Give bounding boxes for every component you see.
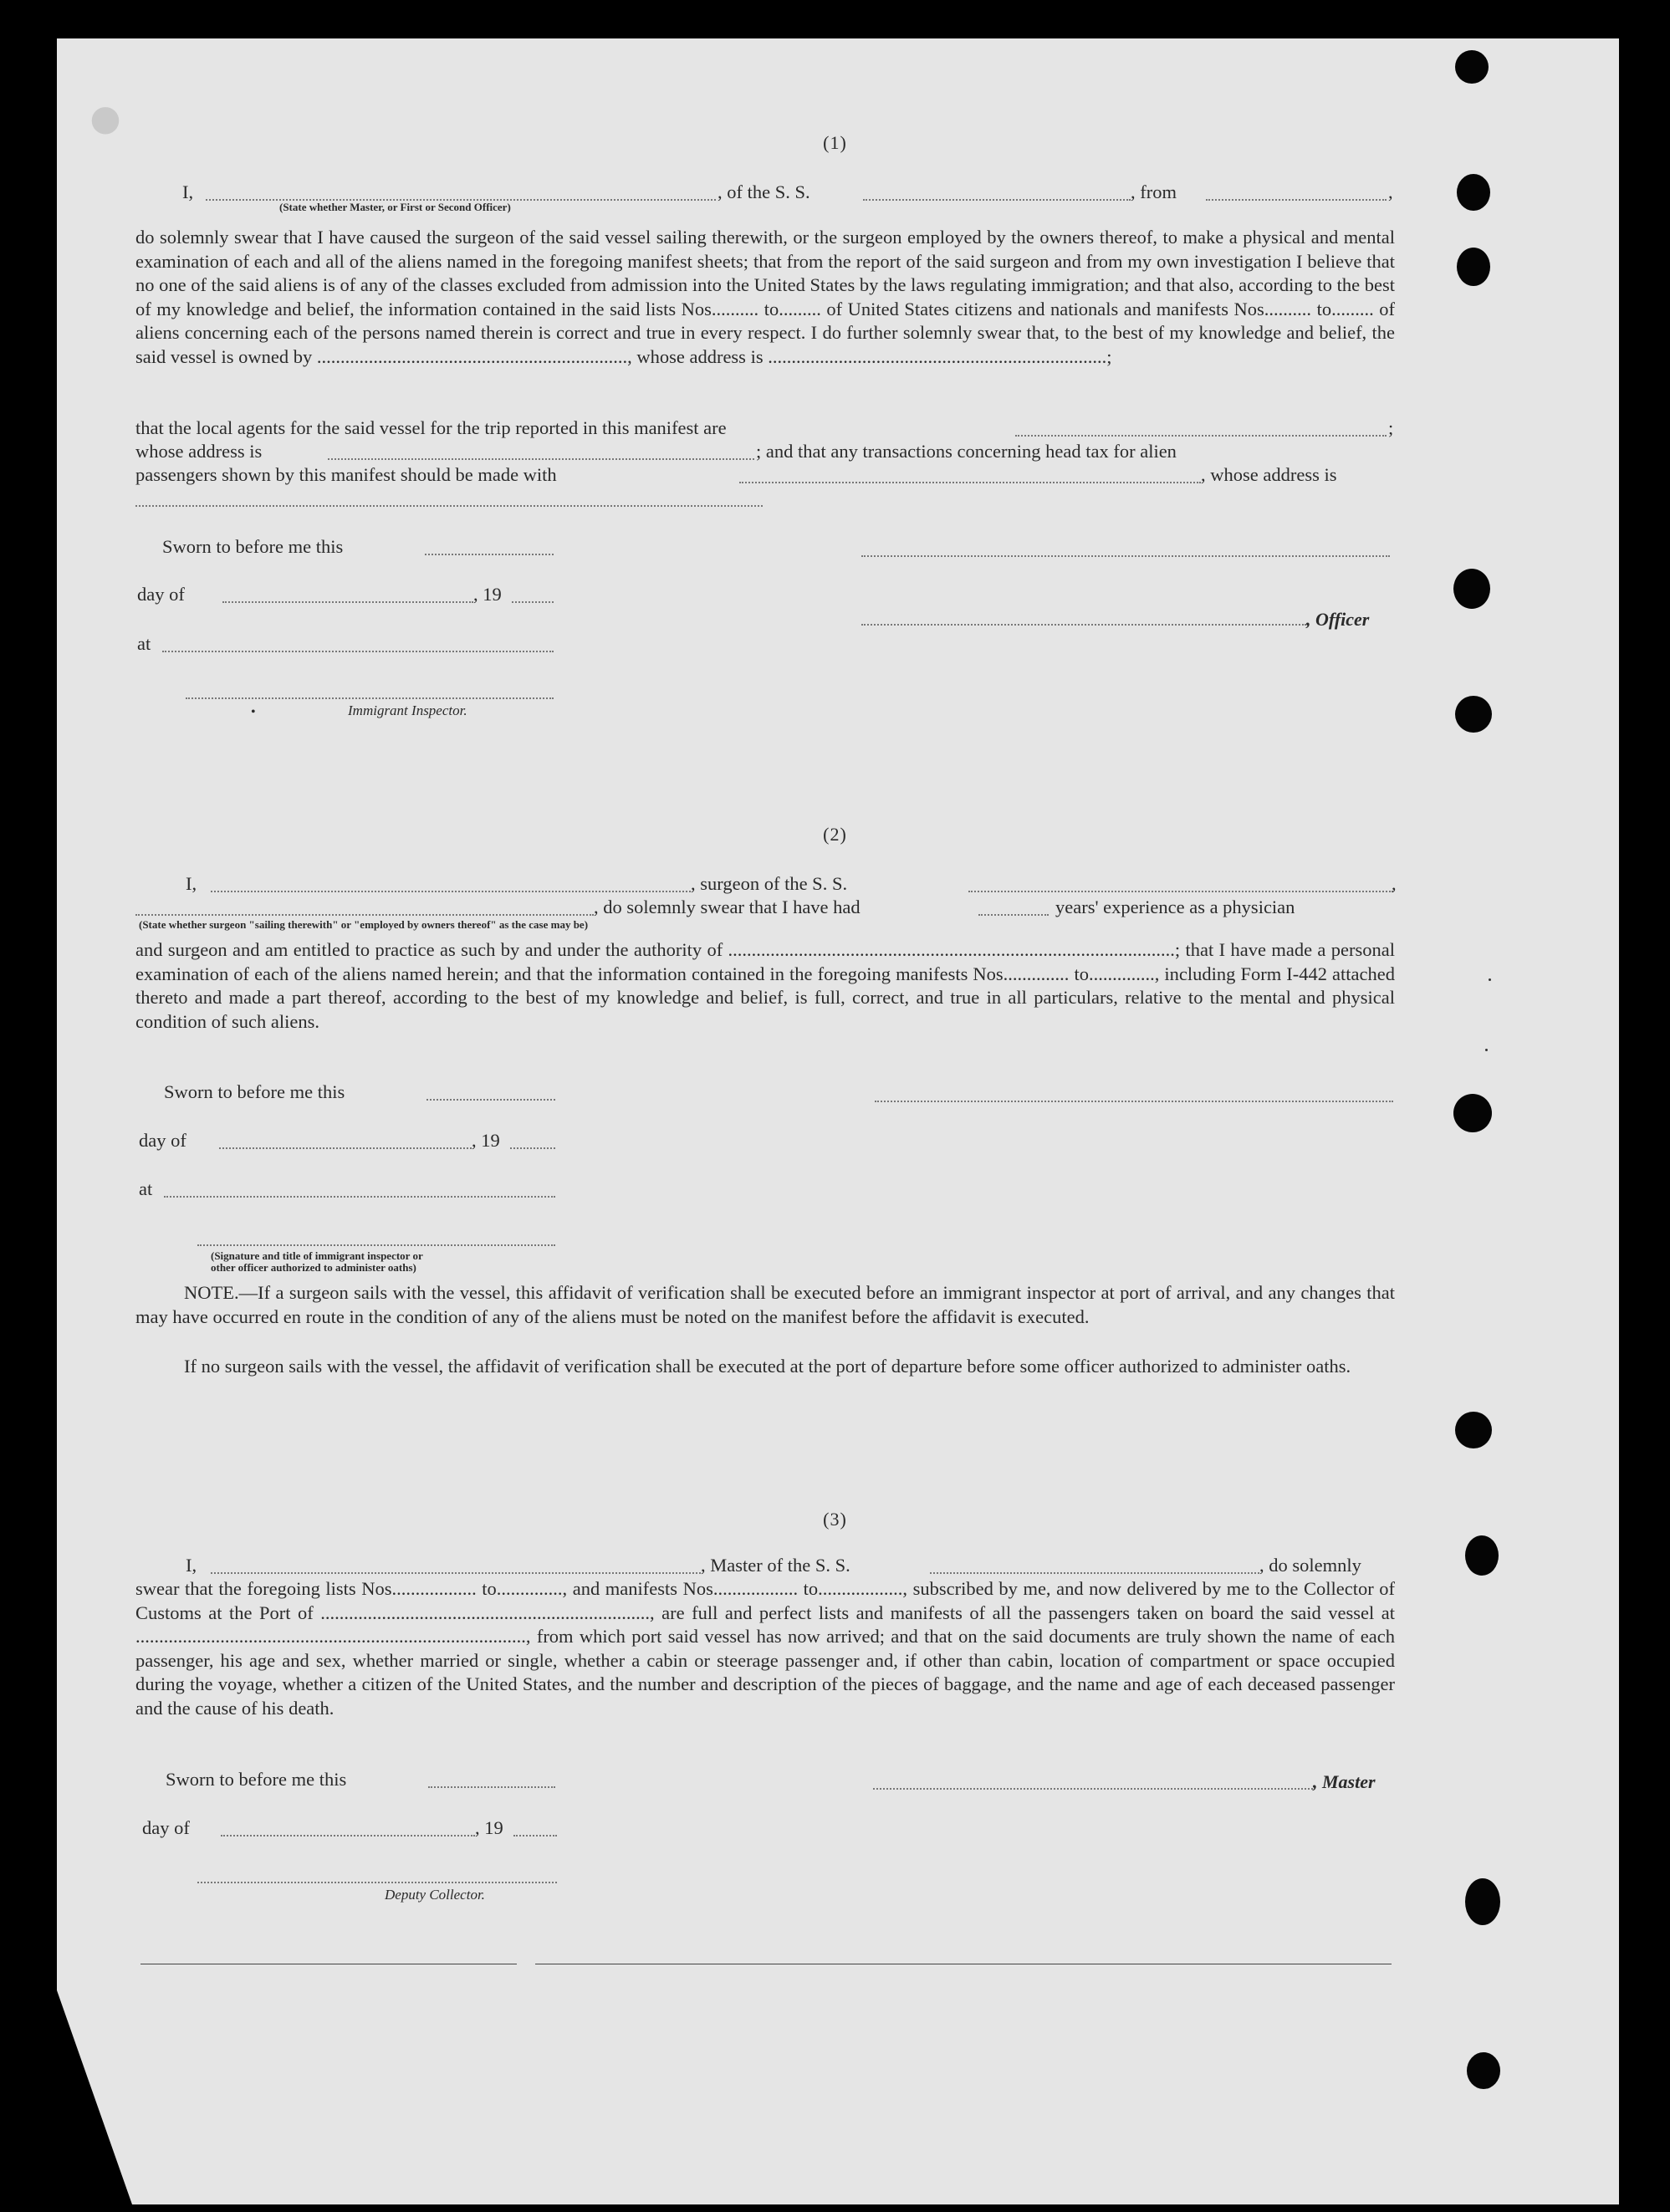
surgeon-label: , surgeon of the S. S. <box>691 873 848 894</box>
punch-hole <box>1453 569 1490 609</box>
year-field[interactable] <box>513 1835 557 1837</box>
oath-start: I, <box>186 873 197 894</box>
master-signature-field[interactable] <box>873 1788 1313 1790</box>
day-of-label: day of <box>142 1817 190 1838</box>
speck <box>1489 978 1491 981</box>
section-3-number: (3) <box>823 1509 847 1530</box>
comma: , <box>1388 181 1393 202</box>
officer-title: , Officer <box>1306 609 1370 630</box>
punch-hole <box>1457 248 1490 286</box>
inspector-signature-field[interactable] <box>186 697 554 699</box>
year-field[interactable] <box>510 1147 555 1149</box>
years-field[interactable] <box>978 914 1049 916</box>
sig-note: (Signature and title of immigrant inspector or <box>211 1249 423 1262</box>
sworn-day-field[interactable] <box>428 1786 555 1788</box>
sworn-label: Sworn to before me this <box>164 1081 345 1102</box>
at-field[interactable] <box>162 651 554 652</box>
master-label: , Master of the S. S. <box>701 1555 850 1576</box>
section-2-body: and surgeon and am entitled to practice as such by and under the authority of ...............................................................................................; that I have made a personal examination of each of the aliens named herein; and that the information contained in the foregoing manifests Nos.............. to.............., including Form I-442 attached thereto and made a part thereof, according to the best of my knowledge and belief, is full, correct, and true in all particulars, relative to the mental and physical condition of such aliens. <box>135 939 1395 1032</box>
comma: , <box>1392 873 1397 894</box>
collector-signature-field[interactable] <box>197 1882 557 1883</box>
at-label: at <box>137 633 151 654</box>
punch-hole <box>1467 2052 1500 2089</box>
agents-address-field[interactable] <box>328 458 754 460</box>
punch-hole <box>1465 1878 1500 1925</box>
passengers-line: passengers shown by this manifest should be made with <box>135 464 557 485</box>
section-1-number: (1) <box>823 132 847 153</box>
punch-hole <box>1455 696 1492 733</box>
punch-hole <box>1457 174 1490 211</box>
swear-label: , do solemnly swear that I have had <box>594 897 861 917</box>
punch-hole <box>1455 50 1489 84</box>
note-paragraph-2: If no surgeon sails with the vessel, the affidavit of verification shall be executed at the port of departure before some officer authorized to administer oaths. <box>184 1356 1351 1377</box>
officer-signature-field[interactable] <box>861 555 1390 557</box>
semicolon: ; <box>1388 417 1394 438</box>
whose-address-label: whose address is <box>135 441 263 462</box>
day-of-field[interactable] <box>221 1835 475 1837</box>
section-1-body: do solemnly swear that I have caused the surgeon of the said vessel sailing therewith, or the surgeon employed by the owners thereof, to make a physical and mental examination of each and all of the aliens named in the foregoing manifest sheets; that from the report of the said surgeon and from my own investigation I believe that no one of the said aliens is of any of the classes excluded from admission into the United States by the laws regulating immigration; and that also, according to the best of my knowledge and belief, the information contained in the said lists Nos.......... to......... of United States citizens and nationals and manifests Nos.......... to......... of aliens concerning each of the persons named therein is correct and true in every respect. I do further solemnly swear that, to the best of my knowledge and belief, the said vessel is owned by .................................................................., whose address is ........................................................................; <box>135 227 1395 367</box>
day-of-field[interactable] <box>222 601 473 603</box>
surgeon-name-field[interactable] <box>211 891 691 892</box>
vessel-label: , of the S. S. <box>718 181 810 202</box>
sworn-day-field[interactable] <box>426 1099 555 1101</box>
day-of-field[interactable] <box>219 1147 472 1149</box>
contact-address-field[interactable] <box>135 505 763 507</box>
sig-note: other officer authorized to administer oaths) <box>211 1261 416 1274</box>
day-of-label: day of <box>137 584 185 605</box>
vessel-name-field[interactable] <box>863 199 1131 201</box>
master-name-field[interactable] <box>211 1572 701 1574</box>
punch-hole <box>1453 1094 1492 1132</box>
year-field[interactable] <box>512 601 554 603</box>
head-tax-text: ; and that any transactions concerning head tax for alien <box>756 441 1177 462</box>
sworn-label: Sworn to before me this <box>162 536 344 557</box>
from-port-field[interactable] <box>1206 199 1387 201</box>
head-tax-contact-field[interactable] <box>739 482 1201 483</box>
year-label: , 19 <box>472 1130 500 1151</box>
agents-line: that the local agents for the said vessel for the trip reported in this manifest are <box>135 417 727 438</box>
oath-start: I, <box>186 1555 197 1576</box>
speck <box>1485 1049 1488 1051</box>
collector-title: Deputy Collector. <box>385 1887 485 1903</box>
from-label: , from <box>1131 181 1177 202</box>
torn-corner <box>57 1990 132 2204</box>
note-paragraph-1: NOTE.—If a surgeon sails with the vessel, this affidavit of verification shall be executed before an immigrant inspector at port of arrival, and any changes that may have occurred en route in the condition of any of the aliens must be noted on the manifest before the affidavit is executed. <box>135 1282 1395 1327</box>
year-label: , 19 <box>473 584 502 605</box>
inspector-title: Immigrant Inspector. <box>348 702 467 718</box>
surgeon-type-field[interactable] <box>135 914 594 916</box>
years-label: years' experience as a physician <box>1055 897 1295 917</box>
surgeon-signature-field[interactable] <box>875 1101 1393 1102</box>
bleed-through-mark: • <box>88 64 124 176</box>
inspector-signature-field[interactable] <box>197 1244 555 1246</box>
section-3-body: swear that the foregoing lists Nos.................. to.............., and manifests Nos.................. to.................., subscribed by me, and now delivered by me to the Collector of Customs at the Port of ......................................................................, are full and perfect lists and manifests of all the passengers taken on board the said vessel at ..................................................................................., from which port said vessel has now arrived; and that on the said documents are truly shown the name of each passenger, his age and sex, whether married or single, whether a cabin or steerage passenger and, if other than cabin, location of compartment or space occupied during the voyage, whether a citizen of the United States, and the number and description of the pieces of baggage, and the name and age of each deceased passenger and the cause of his death. <box>135 1578 1395 1719</box>
punch-hole <box>1455 1412 1492 1448</box>
surgeon-note: (State whether surgeon "sailing therewith" or "employed by owners thereof" as the case may be) <box>139 918 589 931</box>
swear-label: , do solemnly <box>1259 1555 1361 1576</box>
punch-hole <box>1465 1535 1499 1576</box>
sworn-label: Sworn to before me this <box>166 1769 347 1790</box>
sworn-day-field[interactable] <box>425 554 554 555</box>
agents-field[interactable] <box>1015 435 1387 437</box>
officer-note: (State whether Master, or First or Second Officer) <box>279 201 511 213</box>
master-title: , Master <box>1313 1771 1376 1792</box>
officer-title-field[interactable] <box>861 624 1306 626</box>
master-vessel-field[interactable] <box>930 1572 1259 1574</box>
section-2-number: (2) <box>823 824 847 845</box>
year-label: , 19 <box>475 1817 503 1838</box>
at-field[interactable] <box>164 1196 555 1198</box>
oath-start: I, <box>182 181 194 202</box>
surgeon-vessel-field[interactable] <box>968 891 1393 892</box>
bullet: • <box>251 705 256 719</box>
at-label: at <box>139 1178 153 1199</box>
whose-address-is: , whose address is <box>1201 464 1337 485</box>
day-of-label: day of <box>139 1130 186 1151</box>
